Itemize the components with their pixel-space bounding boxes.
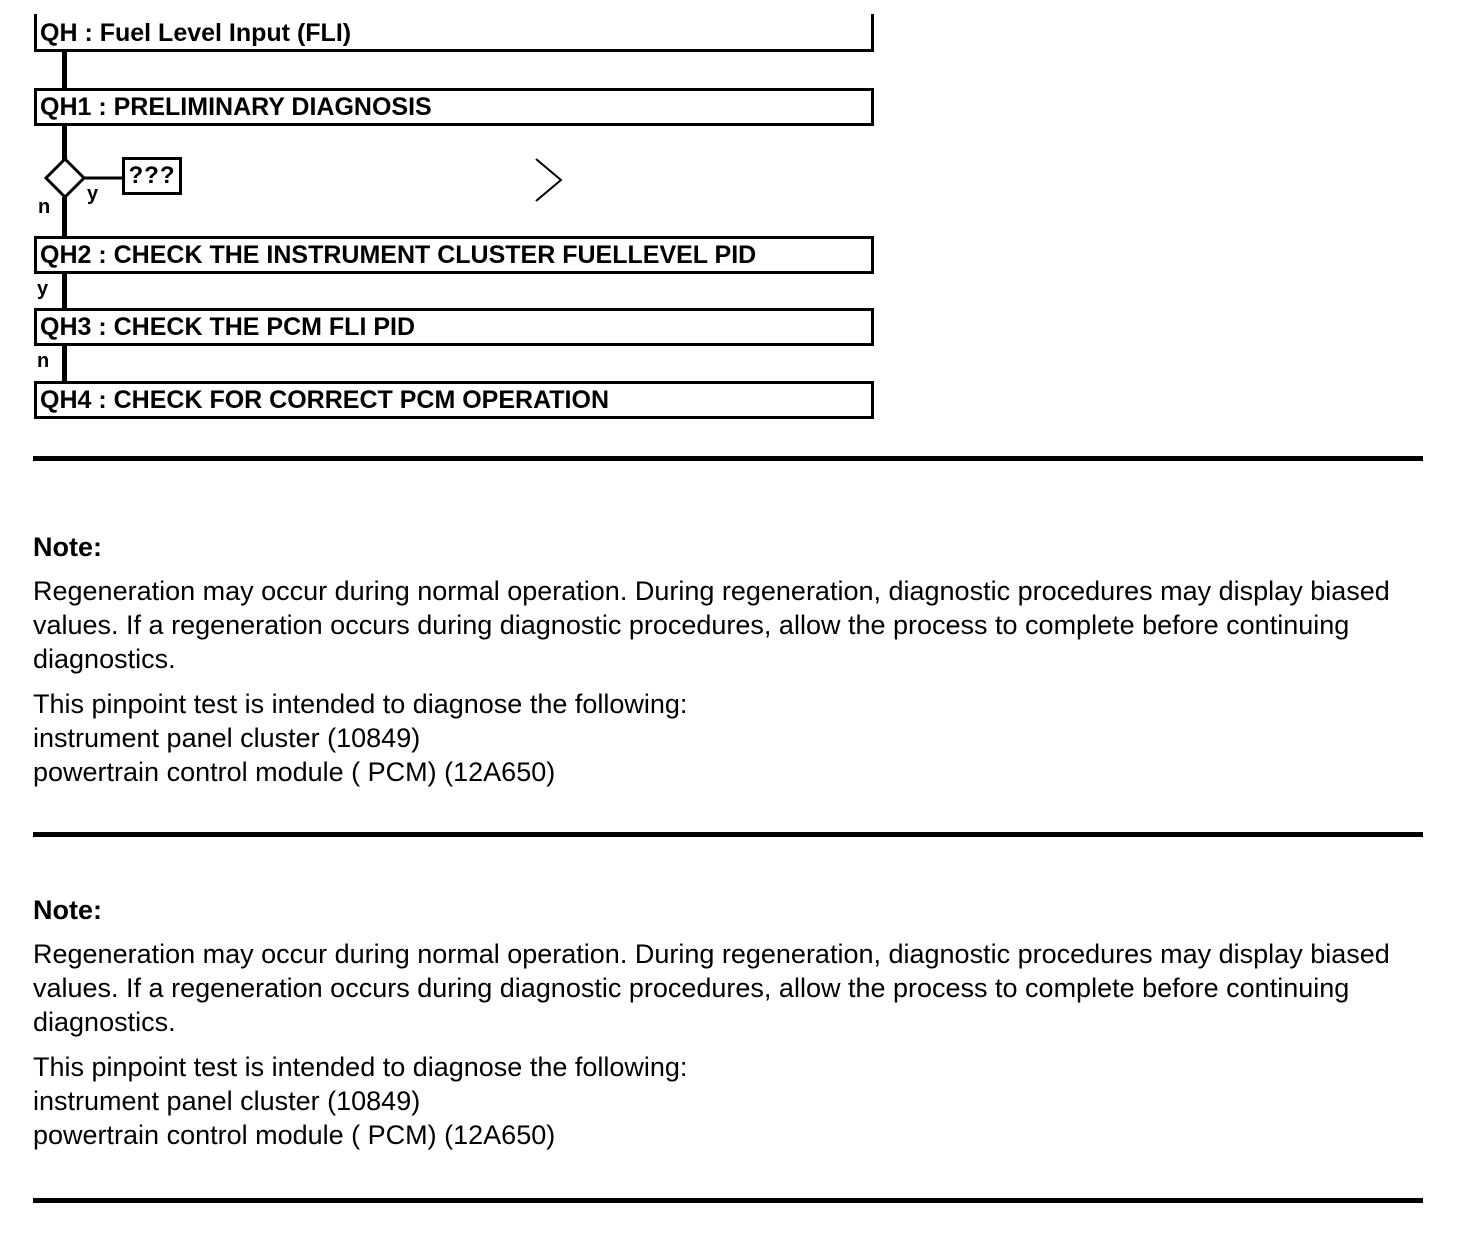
branch-no-label: n bbox=[37, 350, 50, 372]
note-list-item: powertrain control module ( PCM) (12A650) bbox=[33, 757, 556, 787]
connector-line bbox=[62, 274, 67, 308]
branch-yes-label: y bbox=[37, 278, 49, 300]
decision-target-box[interactable]: ??? bbox=[122, 157, 182, 195]
step-qh4[interactable]: QH4 : CHECK FOR CORRECT PCM OPERATION bbox=[34, 381, 874, 419]
note-intro: This pinpoint test is intended to diagnose the following: bbox=[33, 689, 688, 719]
decision-diamond-icon bbox=[40, 156, 130, 206]
divider bbox=[33, 1198, 1423, 1203]
connector-line bbox=[62, 197, 67, 236]
divider bbox=[33, 456, 1423, 461]
decision-yes-label: y bbox=[87, 183, 99, 205]
connector-line bbox=[62, 346, 67, 381]
note-body: Regeneration may occur during normal operation. During regeneration, diagnostic procedures may display biased values. If a regeneration occurs during diagnostic procedures, allow the process to complete before continuing diagnostics. bbox=[33, 576, 1390, 674]
note-list-item: instrument panel cluster (10849) bbox=[33, 1086, 421, 1116]
note-body: Regeneration may occur during normal operation. During regeneration, diagnostic procedures may display biased values. If a regeneration occurs during diagnostic procedures, allow the process to complete before continuing diagnostics. bbox=[33, 939, 1390, 1037]
note-intro: This pinpoint test is intended to diagnose the following: bbox=[33, 1052, 688, 1082]
note-list-item: instrument panel cluster (10849) bbox=[33, 723, 421, 753]
connector-line bbox=[62, 52, 67, 88]
note-title: Note: bbox=[33, 895, 102, 925]
chevron-right-icon[interactable] bbox=[533, 157, 565, 203]
decision-no-label: n bbox=[38, 196, 51, 218]
note-list-item: powertrain control module ( PCM) (12A650) bbox=[33, 1120, 556, 1150]
step-qh2[interactable]: QH2 : CHECK THE INSTRUMENT CLUSTER FUELLEVEL PID bbox=[34, 236, 874, 274]
step-qh1[interactable]: QH1 : PRELIMINARY DIAGNOSIS bbox=[34, 88, 874, 126]
note-title: Note: bbox=[33, 532, 102, 562]
divider bbox=[33, 832, 1423, 837]
flowchart-title: QH : Fuel Level Input (FLI) bbox=[34, 14, 874, 52]
step-qh3[interactable]: QH3 : CHECK THE PCM FLI PID bbox=[34, 308, 874, 346]
